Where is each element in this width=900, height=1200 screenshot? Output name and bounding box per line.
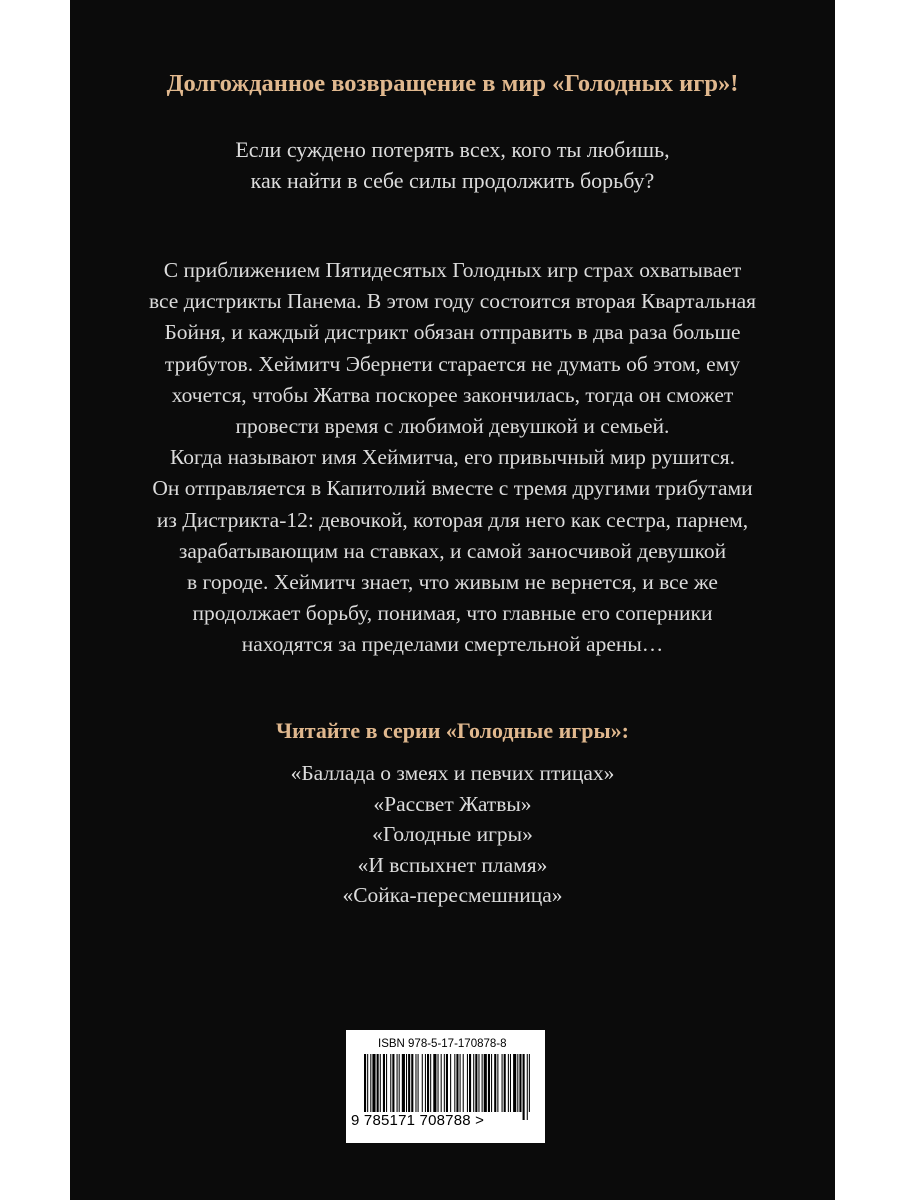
synopsis-line: находятся за пределами смертельной арены… [241, 632, 664, 657]
barcode-bar [411, 1054, 413, 1112]
tagline-question [70, 134, 835, 196]
barcode-bar [406, 1054, 407, 1112]
barcode-bar [390, 1054, 391, 1112]
barcode-bar [397, 1054, 398, 1112]
barcode-bar [478, 1054, 479, 1112]
barcode-bar [450, 1054, 451, 1112]
barcode-bar [441, 1054, 442, 1120]
tagline-line: Если суждено потерять всех, кого ты любишь, [235, 137, 670, 162]
isbn-barcode [346, 1030, 545, 1143]
synopsis-line: Когда называют имя Хеймитча, его привычный мир рушится. [169, 445, 736, 470]
isbn-label: ISBN 978-5-17-170878-8 [378, 1038, 507, 1050]
series-book-title: «Сойка-пересмешница» [342, 883, 563, 907]
barcode-bar [517, 1054, 518, 1112]
synopsis-line: в городе. Хеймитч знает, что живым не вернется, и все же [187, 570, 718, 595]
synopsis-line: из Дистрикта-12: девочкой, которая для него как сестра, парнем, [156, 507, 749, 532]
barcode-bar [513, 1054, 516, 1112]
barcode-bar [491, 1054, 492, 1112]
barcode-bar [399, 1054, 400, 1112]
barcode-bar [418, 1054, 419, 1112]
barcode-bar [433, 1054, 436, 1112]
barcode-bar [497, 1054, 498, 1112]
series-book-title: «И вспыхнет пламя» [357, 852, 548, 877]
barcode-digits-text: 9 785171 708788 > [351, 1112, 485, 1129]
barcode-bar [454, 1054, 455, 1112]
synopsis-line: провести время с любимой девушкой и семьей. [235, 414, 670, 439]
headline: Долгожданное возвращение в мир «Голодных игр»! [166, 70, 739, 97]
synopsis-line: все дистрикты Панема. В этом году состоится вторая Квартальная [148, 289, 757, 314]
barcode-bar [380, 1054, 381, 1112]
barcode-bar [484, 1054, 487, 1112]
synopsis-line: Он отправляется в Капитолий вместе с тремя другими трибутами [152, 476, 753, 501]
barcode-bar [494, 1054, 496, 1112]
barcode-bar [402, 1054, 405, 1112]
barcode-bar [386, 1054, 387, 1112]
synopsis-line: Бойня, и каждый дистрикт обязан отправить в два раза больше [164, 320, 741, 345]
barcode-bar [364, 1054, 366, 1120]
barcode-bar [430, 1054, 431, 1112]
barcode-bar [383, 1054, 385, 1112]
barcode-bar [446, 1054, 448, 1112]
back-cover [70, 0, 835, 1200]
barcode-bar [502, 1054, 503, 1112]
series-book-title: «Баллада о змеях и певчих птицах» [290, 761, 615, 785]
series-book-title: «Голодные игры» [372, 822, 533, 846]
series-book-title: «Рассвет Жатвы» [373, 791, 532, 816]
barcode-bar [463, 1054, 464, 1112]
synopsis-line: С приближением Пятидесятых Голодных игр страх охватывает [163, 258, 742, 282]
barcode-bar [438, 1054, 439, 1112]
barcode-bar [367, 1054, 368, 1112]
series-book-list [70, 758, 835, 911]
barcode-bar [415, 1054, 416, 1112]
barcode-bar [372, 1054, 375, 1112]
barcode-bar [460, 1054, 461, 1112]
barcode-bar [408, 1054, 410, 1112]
barcode-bar [456, 1054, 458, 1112]
barcode-bar [475, 1054, 477, 1112]
barcode-bar [427, 1054, 429, 1112]
barcode-bar [370, 1054, 371, 1112]
synopsis-line: трибутов. Хеймитч Эбернети старается не думать об этом, ему [164, 351, 741, 376]
synopsis-line: хочется, чтобы Жатва поскорее закончилась, тогда он сможет [171, 382, 734, 407]
barcode-bar [527, 1054, 528, 1120]
barcode-bar [504, 1054, 506, 1112]
barcode-bar [473, 1054, 474, 1112]
barcode-bar [510, 1054, 511, 1112]
synopsis-line: продолжает борьбу, понимая, что главные его соперники [192, 601, 713, 626]
barcode-bar [488, 1054, 490, 1112]
tagline-line: как найти в себе силы продолжить борьбу? [250, 168, 655, 193]
barcode-bar [392, 1054, 394, 1112]
barcode-digits [351, 1112, 484, 1129]
barcode-bar [523, 1054, 525, 1120]
barcode-bar [377, 1054, 379, 1112]
barcode-bar [508, 1054, 509, 1112]
barcode-bar [467, 1054, 468, 1112]
synopsis-line: зарабатывающим на ставках, и самой заносчивой девушкой [178, 538, 727, 563]
barcode-bar [519, 1054, 521, 1112]
barcode-bar [469, 1054, 471, 1112]
barcode-bar [482, 1054, 483, 1112]
barcode-bar [422, 1054, 423, 1112]
barcode-bar [444, 1054, 445, 1120]
barcode-bar [529, 1054, 530, 1112]
synopsis [70, 255, 835, 661]
barcode-bar [425, 1054, 426, 1112]
series-heading: Читайте в серии «Голодные игры»: [275, 718, 630, 743]
